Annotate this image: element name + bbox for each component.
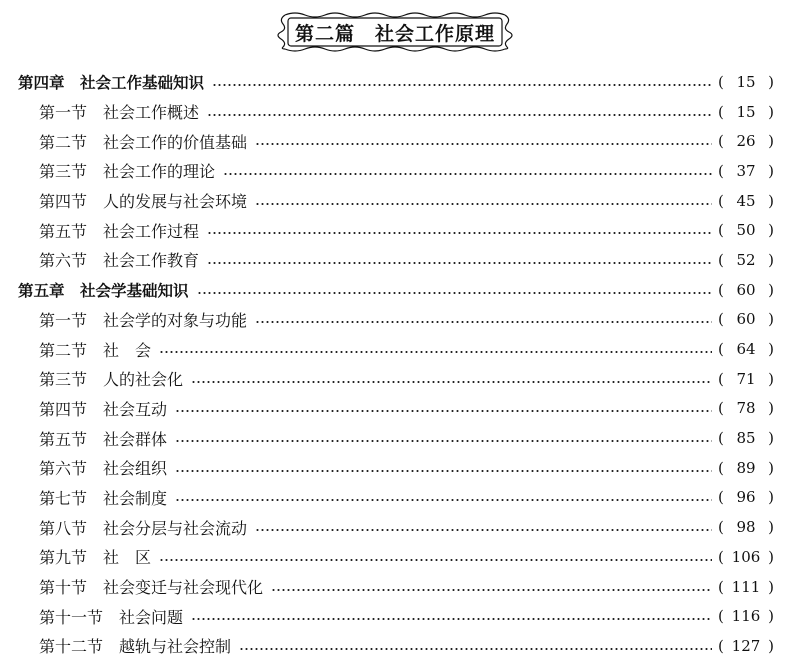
- dot-leader: [255, 529, 712, 531]
- toc-page-number: 64: [736, 340, 756, 359]
- dot-leader: [175, 470, 712, 472]
- dot-leader: [207, 262, 712, 264]
- toc-section-row[interactable]: [0, 186, 790, 216]
- close-paren: ): [768, 280, 774, 299]
- toc-page-ref: [718, 399, 774, 417]
- dot-leader: [175, 440, 712, 442]
- dot-leader: [175, 410, 712, 412]
- close-paren: ): [768, 310, 774, 329]
- close-paren: ): [768, 488, 774, 507]
- toc-page-ref: [718, 518, 774, 536]
- toc-page-ref: [718, 370, 774, 388]
- dot-leader: [159, 351, 712, 353]
- toc-entry-title: 第六节 社会工作教育: [39, 251, 200, 271]
- toc-page-number: 37: [736, 161, 756, 180]
- open-paren: (: [718, 102, 724, 121]
- part-title: 第二篇 社会工作原理: [294, 22, 495, 45]
- open-paren: (: [718, 458, 724, 477]
- open-paren: (: [718, 488, 724, 507]
- toc-entry-title: 第十一节 社会问题: [39, 607, 184, 627]
- toc-section-row[interactable]: [0, 512, 790, 542]
- toc-page-number: 98: [736, 518, 756, 537]
- open-paren: (: [718, 636, 724, 655]
- close-paren: ): [768, 161, 774, 180]
- toc-page-number: 71: [736, 369, 756, 388]
- dot-leader: [207, 114, 712, 116]
- toc-page-number: 111: [731, 577, 761, 596]
- open-paren: (: [718, 607, 724, 626]
- toc-page-number: 96: [736, 488, 756, 507]
- dot-leader: [191, 618, 712, 620]
- close-paren: ): [768, 102, 774, 121]
- dot-leader: [191, 381, 712, 383]
- toc-section-row[interactable]: [0, 305, 790, 335]
- toc-page-number: 78: [736, 399, 756, 418]
- close-paren: ): [768, 399, 774, 418]
- dot-leader: [255, 203, 712, 205]
- close-paren: ): [768, 547, 774, 566]
- toc-page-ref: [718, 192, 774, 210]
- toc-page-ref: [718, 221, 774, 239]
- toc-page-ref: [718, 132, 774, 150]
- open-paren: (: [718, 132, 724, 151]
- toc-page-number: 52: [736, 250, 756, 269]
- close-paren: ): [768, 518, 774, 537]
- open-paren: (: [718, 310, 724, 329]
- toc-page-number: 45: [736, 191, 756, 210]
- toc-entry-title: 第四章 社会工作基础知识: [18, 73, 205, 92]
- close-paren: ): [768, 221, 774, 240]
- open-paren: (: [718, 547, 724, 566]
- close-paren: ): [768, 250, 774, 269]
- close-paren: ): [768, 132, 774, 151]
- toc-chapter-row[interactable]: [0, 67, 790, 97]
- toc-entry-title: 第二节 社 会: [39, 340, 152, 360]
- toc-page-ref: [718, 340, 774, 358]
- toc-entry-title: 第一节 社会学的对象与功能: [39, 310, 248, 330]
- toc-section-row[interactable]: [0, 215, 790, 245]
- toc-entry-title: 第五节 社会工作过程: [39, 221, 200, 241]
- close-paren: ): [768, 369, 774, 388]
- dot-leader: [212, 84, 712, 86]
- toc-page-number: 50: [736, 221, 756, 240]
- open-paren: (: [718, 72, 724, 91]
- open-paren: (: [718, 250, 724, 269]
- close-paren: ): [768, 636, 774, 655]
- toc-entry-title: 第五节 社会群体: [39, 429, 168, 449]
- open-paren: (: [718, 399, 724, 418]
- toc-section-row[interactable]: [0, 126, 790, 156]
- toc-page-ref: [718, 459, 774, 477]
- toc-page-ref: [718, 578, 774, 596]
- open-paren: (: [718, 221, 724, 240]
- toc-page-ref: [718, 637, 774, 655]
- toc-page-number: 60: [736, 280, 756, 299]
- toc-section-row[interactable]: [0, 542, 790, 572]
- toc-page-number: 116: [731, 607, 761, 626]
- open-paren: (: [718, 429, 724, 448]
- toc-entry-title: 第六节 社会组织: [39, 459, 168, 479]
- toc-entry-title: 第四节 人的发展与社会环境: [39, 192, 248, 212]
- close-paren: ): [768, 72, 774, 91]
- toc-page-ref: [718, 73, 774, 91]
- dot-leader: [223, 173, 712, 175]
- toc-page-ref: [718, 251, 774, 269]
- toc-page-number: 89: [736, 458, 756, 477]
- toc-entry-title: 第五章 社会学基础知识: [18, 281, 189, 300]
- toc-section-row[interactable]: [0, 334, 790, 364]
- toc-section-row[interactable]: [0, 601, 790, 631]
- toc-entry-title: 第九节 社 区: [39, 548, 152, 568]
- dot-leader: [159, 559, 712, 561]
- toc-page-number: 60: [736, 310, 756, 329]
- toc-section-row[interactable]: [0, 423, 790, 453]
- dot-leader: [175, 499, 712, 501]
- dot-leader: [197, 292, 712, 294]
- toc-page-ref: [718, 281, 774, 299]
- toc-section-row[interactable]: [0, 483, 790, 513]
- dot-leader: [271, 589, 712, 591]
- close-paren: ): [768, 607, 774, 626]
- toc-section-row[interactable]: [0, 156, 790, 186]
- toc-page-number: 15: [736, 72, 756, 91]
- close-paren: ): [768, 340, 774, 359]
- toc-page-number: 127: [731, 636, 761, 655]
- toc-section-row[interactable]: [0, 364, 790, 394]
- toc-page-number: 106: [731, 547, 761, 566]
- toc-page-number: 26: [736, 132, 756, 151]
- toc-section-row[interactable]: [0, 394, 790, 424]
- open-paren: (: [718, 280, 724, 299]
- toc-section-row[interactable]: [0, 245, 790, 275]
- dot-leader: [207, 232, 712, 234]
- toc-section-row[interactable]: [0, 97, 790, 127]
- toc-entry-title: 第三节 社会工作的理论: [39, 162, 216, 182]
- open-paren: (: [718, 369, 724, 388]
- toc-page-ref: [718, 162, 774, 180]
- open-paren: (: [718, 161, 724, 180]
- toc-entry-title: 第二节 社会工作的价值基础: [39, 132, 248, 152]
- toc-page-ref: [718, 607, 774, 625]
- close-paren: ): [768, 577, 774, 596]
- close-paren: ): [768, 458, 774, 477]
- close-paren: ): [768, 429, 774, 448]
- toc-page-number: 15: [736, 102, 756, 121]
- toc-entry-title: 第八节 社会分层与社会流动: [39, 518, 248, 538]
- toc-page-ref: [718, 429, 774, 447]
- toc-section-row[interactable]: [0, 572, 790, 602]
- open-paren: (: [718, 518, 724, 537]
- dot-leader: [255, 321, 712, 323]
- toc-page-ref: [718, 548, 774, 566]
- toc-entry-title: 第四节 社会互动: [39, 399, 168, 419]
- toc-entry-title: 第七节 社会制度: [39, 488, 168, 508]
- open-paren: (: [718, 191, 724, 210]
- toc-entry-title: 第十二节 越轨与社会控制: [39, 637, 232, 657]
- toc-page-ref: [718, 310, 774, 328]
- dot-leader: [239, 648, 712, 650]
- close-paren: ): [768, 191, 774, 210]
- toc-entry-title: 第三节 人的社会化: [39, 370, 184, 390]
- part-header: [0, 6, 790, 58]
- toc-entry-title: 第一节 社会工作概述: [39, 103, 200, 123]
- part-title-frame: [271, 9, 519, 55]
- toc-section-row[interactable]: [0, 453, 790, 483]
- toc-page-ref: [718, 103, 774, 121]
- toc-chapter-row[interactable]: [0, 275, 790, 305]
- toc-section-row[interactable]: [0, 631, 790, 661]
- toc-page-ref: [718, 488, 774, 506]
- table-of-contents: [0, 67, 790, 661]
- toc-entry-title: 第十节 社会变迁与社会现代化: [39, 578, 264, 598]
- toc-page-number: 85: [736, 429, 756, 448]
- dot-leader: [255, 143, 712, 145]
- open-paren: (: [718, 340, 724, 359]
- open-paren: (: [718, 577, 724, 596]
